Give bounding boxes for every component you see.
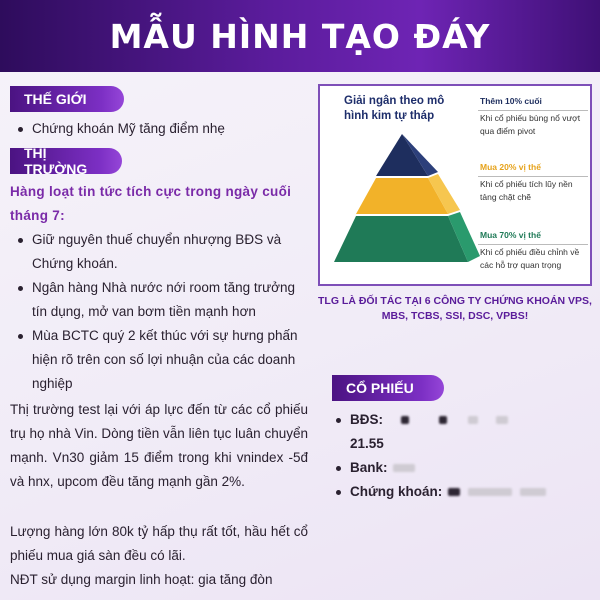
title-banner: [0, 0, 600, 72]
tier-label: Mua 20% vị thế: [480, 162, 541, 172]
pyramid-title: Giải ngân theo mô hình kim tự tháp: [344, 95, 445, 122]
pyramid-svg: [320, 86, 480, 288]
stock-item-chung-khoan: [330, 480, 590, 504]
market-paragraph: NĐT sử dụng margin linh hoạt: gia tăng đòn: [10, 572, 273, 587]
page-title: MẪU HÌNH TẠO ĐÁY: [109, 16, 491, 56]
section-heading-label: CỔ PHIẾU: [346, 380, 414, 396]
section-heading-label: THẾ GIỚI: [24, 91, 87, 107]
redacted-value: [439, 416, 447, 424]
list-item: Giữ nguyên thuế chuyển nhượng BĐS và Chứng khoán.: [14, 228, 306, 276]
tier-text: Khi cổ phiếu bùng nổ vượt qua điểm pivot: [480, 113, 581, 136]
redacted-value: [468, 488, 512, 496]
tier-label: Thêm 10% cuối: [480, 96, 542, 106]
tier-label: Mua 70% vị thế: [480, 230, 541, 240]
stock-label: BĐS:: [350, 412, 383, 427]
the-gioi-list: [14, 117, 304, 141]
stock-item-bank: [330, 456, 590, 480]
divider: [478, 176, 588, 177]
list-item: Chứng khoán Mỹ tăng điểm nhẹ: [14, 117, 304, 141]
redacted-value: [468, 416, 478, 424]
market-intro: Hàng loạt tin tức tích cực trong ngày cuối tháng 7:: [10, 184, 292, 223]
redacted-value: [448, 488, 460, 496]
market-paragraph: Lượng hàng lớn 80k tỷ hấp thụ rất tốt, hầu hết cổ phiếu mua giá sàn đều có lãi.: [10, 524, 308, 563]
stock-value: 21.55: [350, 436, 384, 451]
section-heading-co-phieu: [332, 375, 444, 401]
divider: [478, 244, 588, 245]
list-item: Mùa BCTC quý 2 kết thúc với sự hưng phấn hiện rõ trên con số lợi nhuận của các doanh nghiệp: [14, 324, 306, 396]
divider: [478, 110, 588, 111]
stock-item-bds: [330, 408, 590, 456]
tier-text: Khi cổ phiếu điều chỉnh về các hỗ trợ quan trọng: [480, 247, 580, 270]
market-paragraph: Thị trường test lại với áp lực đến từ các cổ phiếu trụ họ nhà Vin. Dòng tiền vẫn liên tục luân chuyển mạnh. Vn30 giảm 15 điểm trong khi vnindex -5đ và hnx, upcom đều tăng mạnh gần 2%.: [10, 402, 308, 489]
tier-text: Khi cổ phiếu tích lũy nền tảng chặt chẽ: [480, 179, 573, 202]
pyramid-infographic: [318, 84, 592, 286]
redacted-value: [401, 416, 409, 424]
stock-label: Bank:: [350, 460, 388, 475]
list-item: Ngân hàng Nhà nước nới room tăng trưởng tín dụng, mở van bơm tiền mạnh hơn: [14, 276, 306, 324]
redacted-value: [496, 416, 508, 424]
section-heading-the-gioi: [10, 86, 124, 112]
redacted-value: [393, 464, 415, 472]
stock-label: Chứng khoán:: [350, 484, 443, 499]
pyramid-base-tier: [334, 216, 468, 262]
redacted-value: [520, 488, 546, 496]
thi-truong-list: [14, 228, 306, 396]
section-heading-label: THỊ TRƯỜNG: [24, 145, 88, 177]
stock-list: [330, 408, 590, 504]
section-heading-thi-truong: [10, 145, 122, 177]
partner-notice: TLG LÀ ĐỐI TÁC TẠI 6 CÔNG TY CHỨNG KHOÁN VPS, MBS, TCBS, SSI, DSC, VPBS!: [318, 295, 592, 322]
